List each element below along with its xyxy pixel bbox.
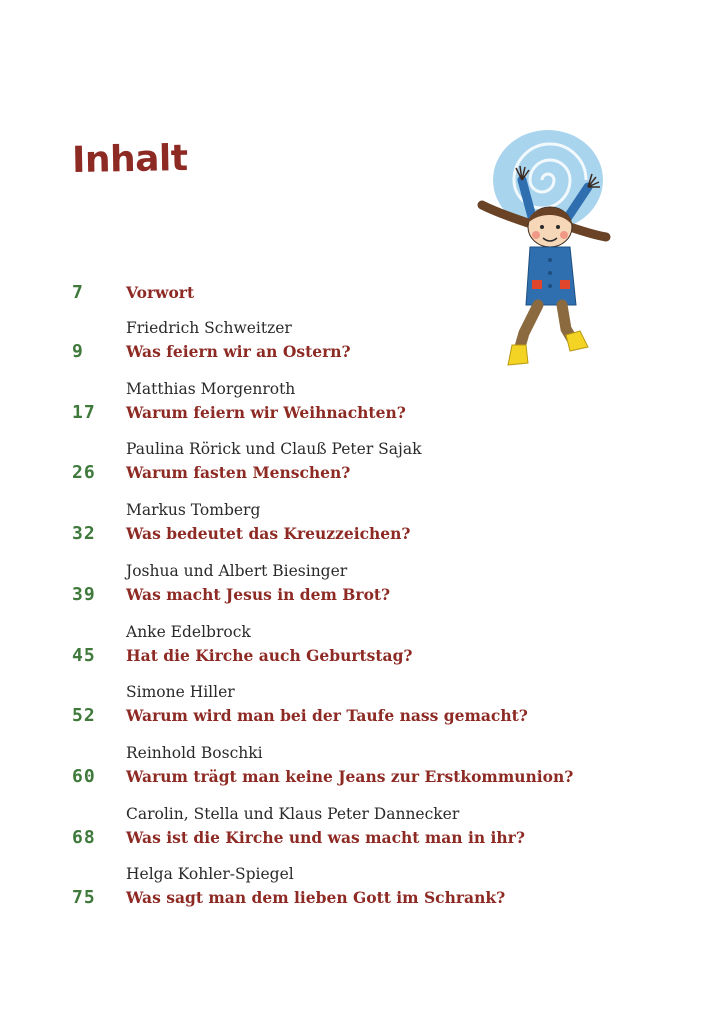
toc-entry[interactable] xyxy=(0,380,701,440)
entry-page-number: 9 xyxy=(72,341,84,362)
entry-title[interactable]: Was sagt man dem lieben Gott im Schrank? xyxy=(126,888,506,907)
toc-entry[interactable] xyxy=(0,744,701,804)
entry-title[interactable]: Was ist die Kirche und was macht man in ihr? xyxy=(126,828,525,847)
toc-entry[interactable] xyxy=(0,865,701,925)
entry-page-number: 45 xyxy=(72,645,96,666)
entry-page-number: 60 xyxy=(72,766,96,787)
entry-page-number: 68 xyxy=(72,827,96,848)
entry-page-number: 75 xyxy=(72,887,96,908)
entry-author: Matthias Morgenroth xyxy=(126,380,296,398)
toc-entry[interactable] xyxy=(0,501,701,561)
toc-entry[interactable] xyxy=(0,319,701,379)
entry-author: Friedrich Schweitzer xyxy=(126,319,292,337)
toc-entry[interactable] xyxy=(0,562,701,622)
entry-title[interactable]: Warum fasten Menschen? xyxy=(126,463,351,482)
entry-title[interactable]: Warum trägt man keine Jeans zur Erstkommunion? xyxy=(126,767,574,786)
entry-page-number: 17 xyxy=(72,402,96,423)
entry-author: Reinhold Boschki xyxy=(126,744,263,762)
entry-author: Markus Tomberg xyxy=(126,501,261,519)
entry-page-number: 7 xyxy=(72,282,84,303)
toc-entry[interactable] xyxy=(0,683,701,743)
entry-author: Simone Hiller xyxy=(126,683,235,701)
entry-page-number: 26 xyxy=(72,462,96,483)
entry-page-number: 39 xyxy=(72,584,96,605)
entry-author: Anke Edelbrock xyxy=(126,623,251,641)
entry-author: Carolin, Stella und Klaus Peter Dannecker xyxy=(126,805,460,823)
entry-title[interactable]: Warum wird man bei der Taufe nass gemacht? xyxy=(126,706,528,725)
entry-title[interactable]: Was bedeutet das Kreuzzeichen? xyxy=(126,524,411,543)
toc-entry[interactable] xyxy=(0,440,701,500)
entry-page-number: 52 xyxy=(72,705,96,726)
toc-entry[interactable] xyxy=(0,623,701,683)
entry-title[interactable]: Vorwort xyxy=(126,283,195,302)
entry-title[interactable]: Hat die Kirche auch Geburtstag? xyxy=(126,646,413,665)
entry-author: Joshua und Albert Biesinger xyxy=(126,562,348,580)
entry-author: Paulina Rörick und Clauß Peter Sajak xyxy=(126,440,422,458)
entry-title[interactable]: Was macht Jesus in dem Brot? xyxy=(126,585,391,604)
page-title: Inhalt xyxy=(71,137,188,181)
entry-author: Helga Kohler-Spiegel xyxy=(126,865,294,883)
entry-title[interactable]: Was feiern wir an Ostern? xyxy=(126,342,351,361)
entry-title[interactable]: Warum feiern wir Weihnachten? xyxy=(126,403,406,422)
entry-page-number: 32 xyxy=(72,523,96,544)
toc-entry[interactable] xyxy=(0,805,701,865)
